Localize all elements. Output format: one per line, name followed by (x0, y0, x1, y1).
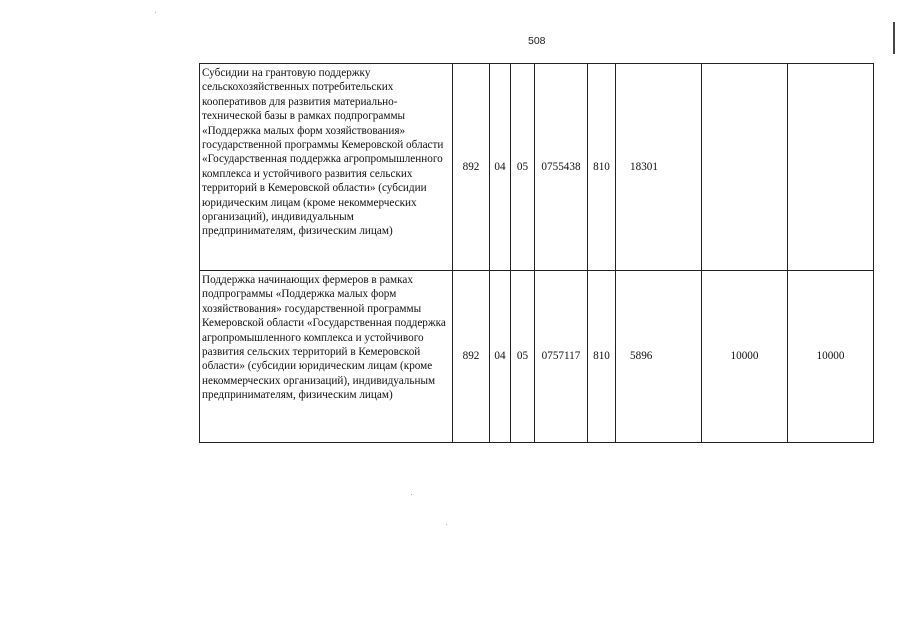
scan-speck (446, 524, 447, 525)
cell-sum-3 (788, 64, 874, 271)
cell-razdel: 04 (490, 64, 511, 271)
scan-edge-line (893, 22, 895, 54)
table-row (200, 271, 874, 443)
cell-sum-3: 10000 (788, 271, 874, 443)
scan-speck (411, 494, 412, 495)
cell-ved: 892 (453, 64, 490, 271)
cell-ved: 892 (453, 271, 490, 443)
row-description: Поддержка начинающих фермеров в рамках подпрограммы «Поддержка малых форм хозяйствования» государственной программы Кемеровской области «Государственная поддержка агропромышленного комплекса и устойчивого развития сельских территорий в Кемеровской области» (субсидии юридическим лицам (кроме некоммерческих организаций), индивидуальным предпринимателям, физическим лицам) (200, 271, 453, 443)
cell-csr: 0757117 (535, 271, 588, 443)
cell-csr: 0755438 (535, 64, 588, 271)
row-description: Субсидии на грантовую поддержку сельскохозяйственных потребительских кооперативов для развития материально-технической базы в рамках подпрограммы «Поддержка малых форм хозяйствования» государственной программы Кемеровской области «Государственная поддержка агропромышленного комплекса и устойчивого развития сельских территорий в Кемеровской области» (субсидии юридическим лицам (кроме некоммерческих организаций), индивидуальным предпринимателям, физическим лицам) (200, 64, 453, 271)
budget-table (199, 63, 874, 443)
page-number: 508 (528, 35, 546, 47)
cell-vr: 810 (588, 271, 616, 443)
cell-podrazdel: 05 (511, 64, 535, 271)
cell-vr: 810 (588, 64, 616, 271)
cell-sum-2: 10000 (702, 271, 788, 443)
cell-sum-2 (702, 64, 788, 271)
cell-podrazdel: 05 (511, 271, 535, 443)
table-row (200, 64, 874, 271)
cell-sum-1: 18301 (616, 64, 702, 271)
cell-razdel: 04 (490, 271, 511, 443)
cell-sum-1: 5896 (616, 271, 702, 443)
scan-speck (155, 12, 156, 13)
